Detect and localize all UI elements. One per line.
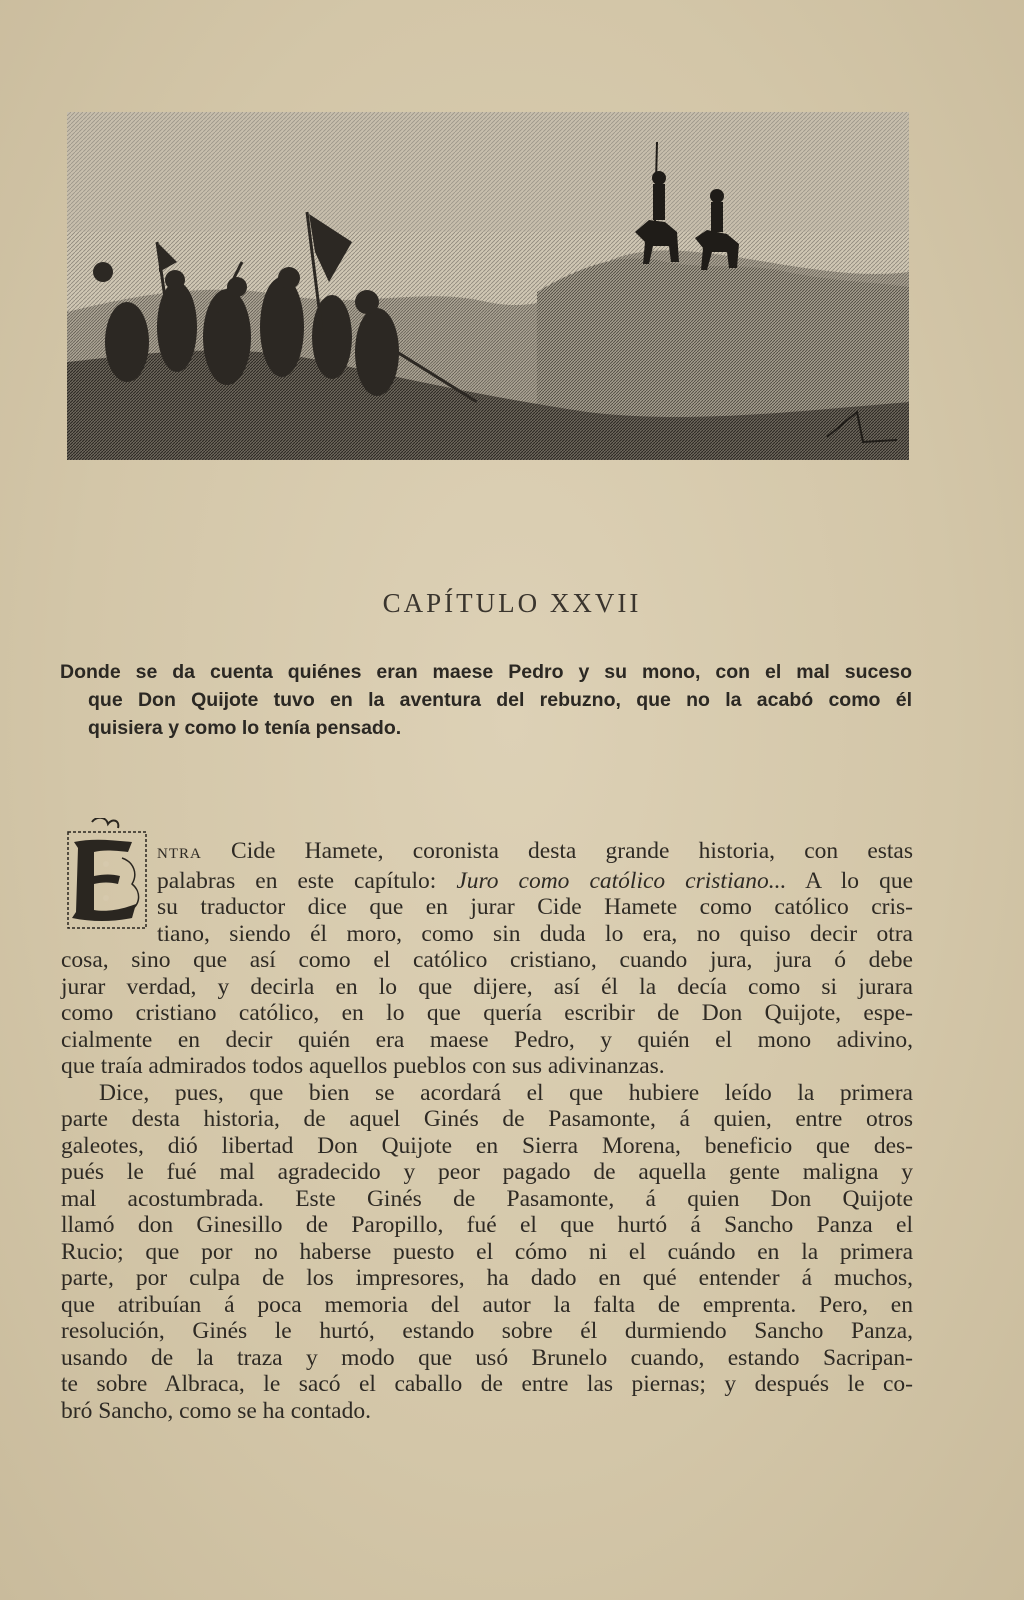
text-line: jurar verdad, y decirla en lo que dijere, así él la decía como si jurara (61, 973, 913, 1000)
summary-line: que Don Quijote tuvo en la aventura del rebuzno, que no la acabó como él (88, 689, 912, 711)
text-line (61, 868, 913, 895)
text-line: parte desta historia, de aquel Ginés de Pasamonte, á quien, entre otros (61, 1106, 913, 1132)
summary-line: Donde se da cuenta quiénes eran maese Pedro y su mono, con el mal suceso (60, 661, 912, 683)
chapter-summary (60, 658, 912, 742)
text-line: Rucio; que por no haberse puesto el cómo ni el cuándo en la primera (61, 1238, 913, 1265)
italic-quote: Juro como católico cristiano... (456, 867, 787, 894)
text-segment: palabras en este capítulo: (157, 867, 457, 894)
text-line: llamó don Ginesillo de Paropillo, fué el que hurtó á Sancho Panza el (61, 1212, 913, 1238)
text-line: bró Sancho, como se ha contado. (61, 1397, 371, 1424)
text-line: como cristiano católico, en lo que quería escribir de Don Quijote, espe- (61, 1000, 913, 1026)
summary-line: quisiera y como lo tenía pensado. (88, 717, 402, 739)
paragraph (61, 838, 913, 1080)
text-line: cialmente en decir quién era maese Pedro, y quién el mono adivino, (61, 1026, 913, 1053)
text-line: su traductor dice que en jurar Cide Hamete como católico cris- (157, 894, 913, 920)
text-line: te sobre Albraca, le sacó el caballo de entre las piernas; y después le co- (61, 1371, 913, 1397)
text-line: mal acostumbrada. Este Ginés de Pasamonte, á quien Don Quijote (61, 1185, 913, 1212)
text-segment: Cide Hamete, coronista desta grande historia, con estas (201, 838, 913, 864)
chapter-body (61, 838, 913, 1424)
paragraph (61, 1080, 913, 1425)
chapter-title: CAPÍTULO XXVII (382, 588, 642, 618)
text-line: resolución, Ginés le hurtó, estando sobre él durmiendo Sancho Panza, (61, 1318, 913, 1344)
text-line: que atribuían á poca memoria del autor la falta de emprenta. Pero, en (61, 1291, 913, 1318)
text-line: cosa, sino que así como el católico cristiano, cuando jura, jura ó debe (61, 947, 913, 973)
text-line: pués le fué mal agradecido y peor pagado de aquella gente maligna y (61, 1159, 913, 1185)
small-caps-text: NTRA (157, 846, 202, 862)
text-line: tiano, siendo él moro, como sin duda lo era, no quiso decir otra (157, 920, 913, 947)
text-line: usando de la traza y modo que usó Brunelo cuando, estando Sacripan- (61, 1344, 913, 1371)
text-line (61, 838, 913, 868)
text-line: que traía admirados todos aquellos pueblos con sus adivinanzas. (61, 1053, 665, 1079)
text-segment: A lo que (786, 867, 913, 894)
text-line: parte, por culpa de los impresores, ha dado en qué entender á muchos, (61, 1265, 913, 1291)
chapter-illustration (67, 112, 909, 460)
text-line: Dice, pues, que bien se acordará el que hubiere leído la primera (99, 1079, 913, 1106)
text-line: galeotes, dió libertad Don Quijote en Sierra Morena, beneficio que des- (61, 1132, 913, 1159)
